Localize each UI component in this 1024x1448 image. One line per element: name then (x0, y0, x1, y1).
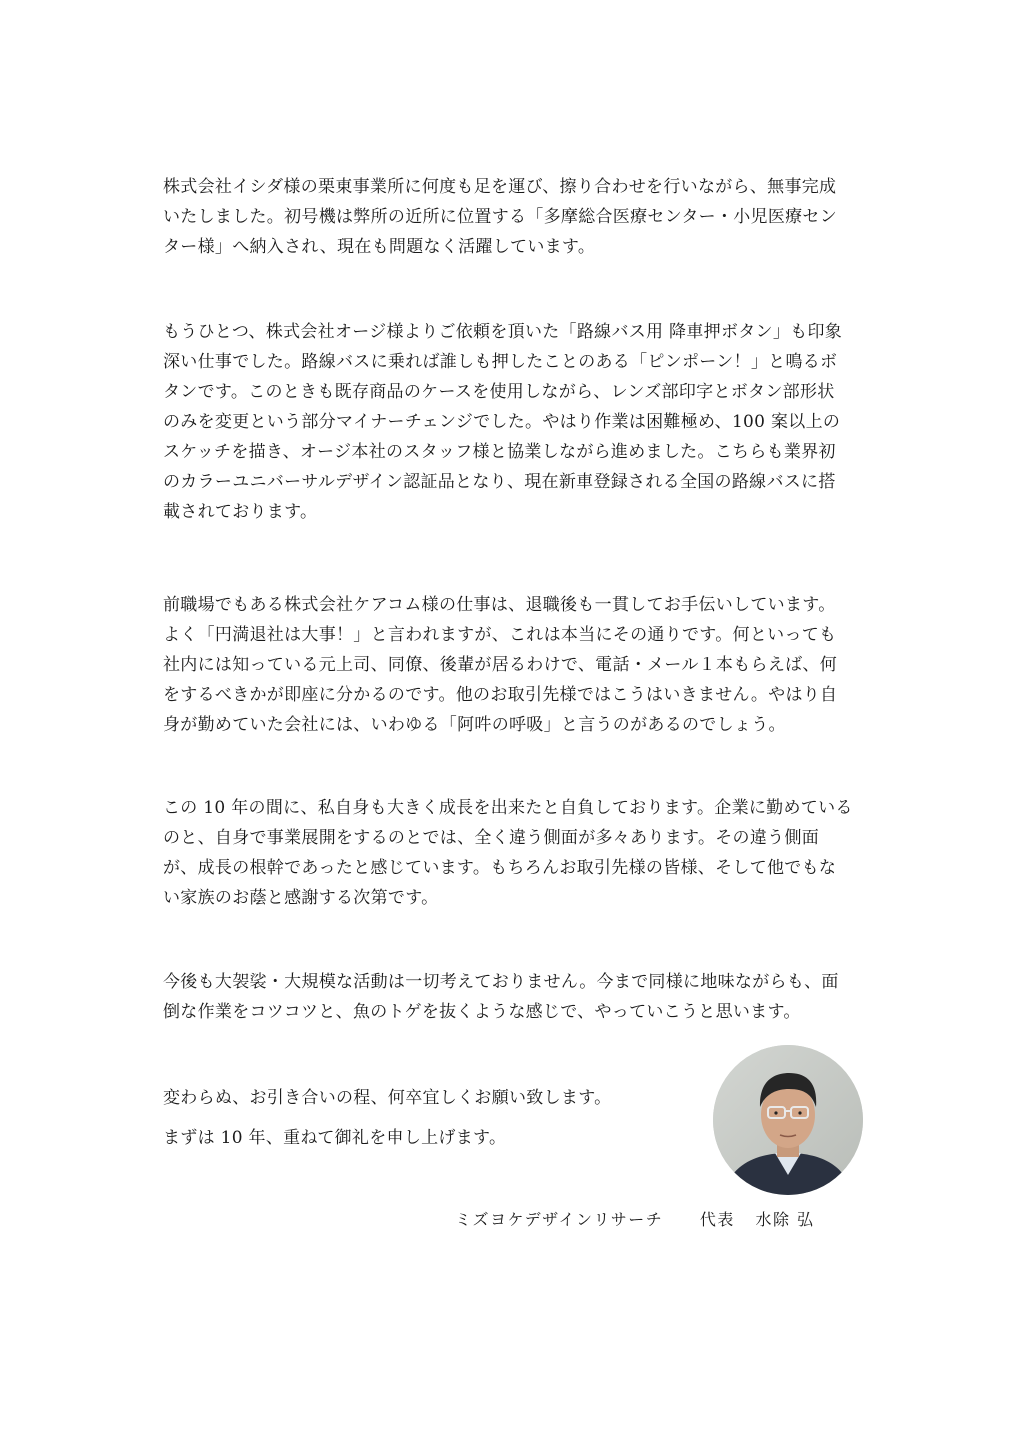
text-line: 社内には知っている元上司、同僚、後輩が居るわけで、電話・メール１本もらえば、何 (163, 655, 838, 675)
text-line: いたしました。初号機は弊所の近所に位置する「多摩総合医療センター・小児医療セン (163, 207, 838, 227)
signature-role: 代表 (699, 1210, 735, 1229)
text-line: のと、自身で事業展開をするのとでは、全く違う側面が多々あります。その違う側面 (163, 828, 820, 848)
text-line: よく「円満退社は大事！」と言われますが、これは本当にその通りです。何といっても (163, 625, 837, 645)
text-line: タンです。このときも既存商品のケースを使用しながら、レンズ部印字とボタン部形状 (163, 382, 835, 402)
text-line: まずは 10 年、重ねて御礼を申し上げます。 (163, 1128, 507, 1148)
text-line: 深い仕事でした。路線バスに乗れば誰しも押したことのある「ピンポーン！」と鳴るボ (163, 352, 838, 372)
text-line: をするべきかが即座に分かるのです。他のお取引先様ではこうはいきません。やはり自 (163, 685, 838, 705)
text-line: い家族のお蔭と感謝する次第です。 (163, 888, 439, 908)
signature-company: ミズヨケデザインリサーチ (455, 1210, 664, 1229)
text-line: もうひとつ、株式会社オージ様よりご依頼を頂いた「路線バス用 降車押ボタン」も印象 (163, 322, 843, 342)
text-line: 今後も大袈裟・大規模な活動は一切考えておりません。今まで同様に地味ながらも、面 (163, 972, 839, 992)
text-line: のカラーユニバーサルデザイン認証品となり、現在新車登録される全国の路線バスに搭 (163, 472, 836, 492)
text-line: が、成長の根幹であったと感じています。もちろんお取引先様の皆様、そして他でもな (163, 858, 837, 878)
signature-name: 水除 弘 (755, 1210, 815, 1229)
portrait-photo-icon (713, 1045, 863, 1195)
signature (455, 1207, 815, 1230)
text-line: 株式会社イシダ様の栗東事業所に何度も足を運び、擦り合わせを行いながら、無事完成 (163, 177, 837, 197)
text-line: スケッチを描き、オージ本社のスタッフ様と協業しながら進めました。こちらも業界初 (163, 442, 836, 462)
text-line: 載されております。 (163, 502, 318, 522)
text-line: のみを変更という部分マイナーチェンジでした。やはり作業は困難極め、100 案以上の (163, 412, 841, 432)
portrait-photo (713, 1045, 863, 1195)
paragraph-growth (163, 793, 863, 913)
text-line: 身が勤めていた会社には、いわゆる「阿吽の呼吸」と言うのがあるのでしょう。 (163, 715, 786, 735)
text-line: ター様」へ納入され、現在も問題なく活躍しています。 (163, 237, 596, 257)
paragraph-future (163, 967, 863, 1027)
paragraph-carecom (163, 590, 863, 740)
paragraph-ishida (163, 172, 863, 262)
text-line: 変わらぬ、お引き合いの程、何卒宜しくお願い致します。 (163, 1088, 612, 1108)
text-line: 倒な作業をコツコツと、魚のトゲを抜くような感じで、やっていこうと思います。 (163, 1002, 801, 1022)
paragraph-oji (163, 317, 863, 527)
text-line: 前職場でもある株式会社ケアコム様の仕事は、退職後も一貫してお手伝いしています。 (163, 595, 836, 615)
text-line: この 10 年の間に、私自身も大きく成長を出来たと自負しております。企業に勤めている (163, 798, 853, 818)
